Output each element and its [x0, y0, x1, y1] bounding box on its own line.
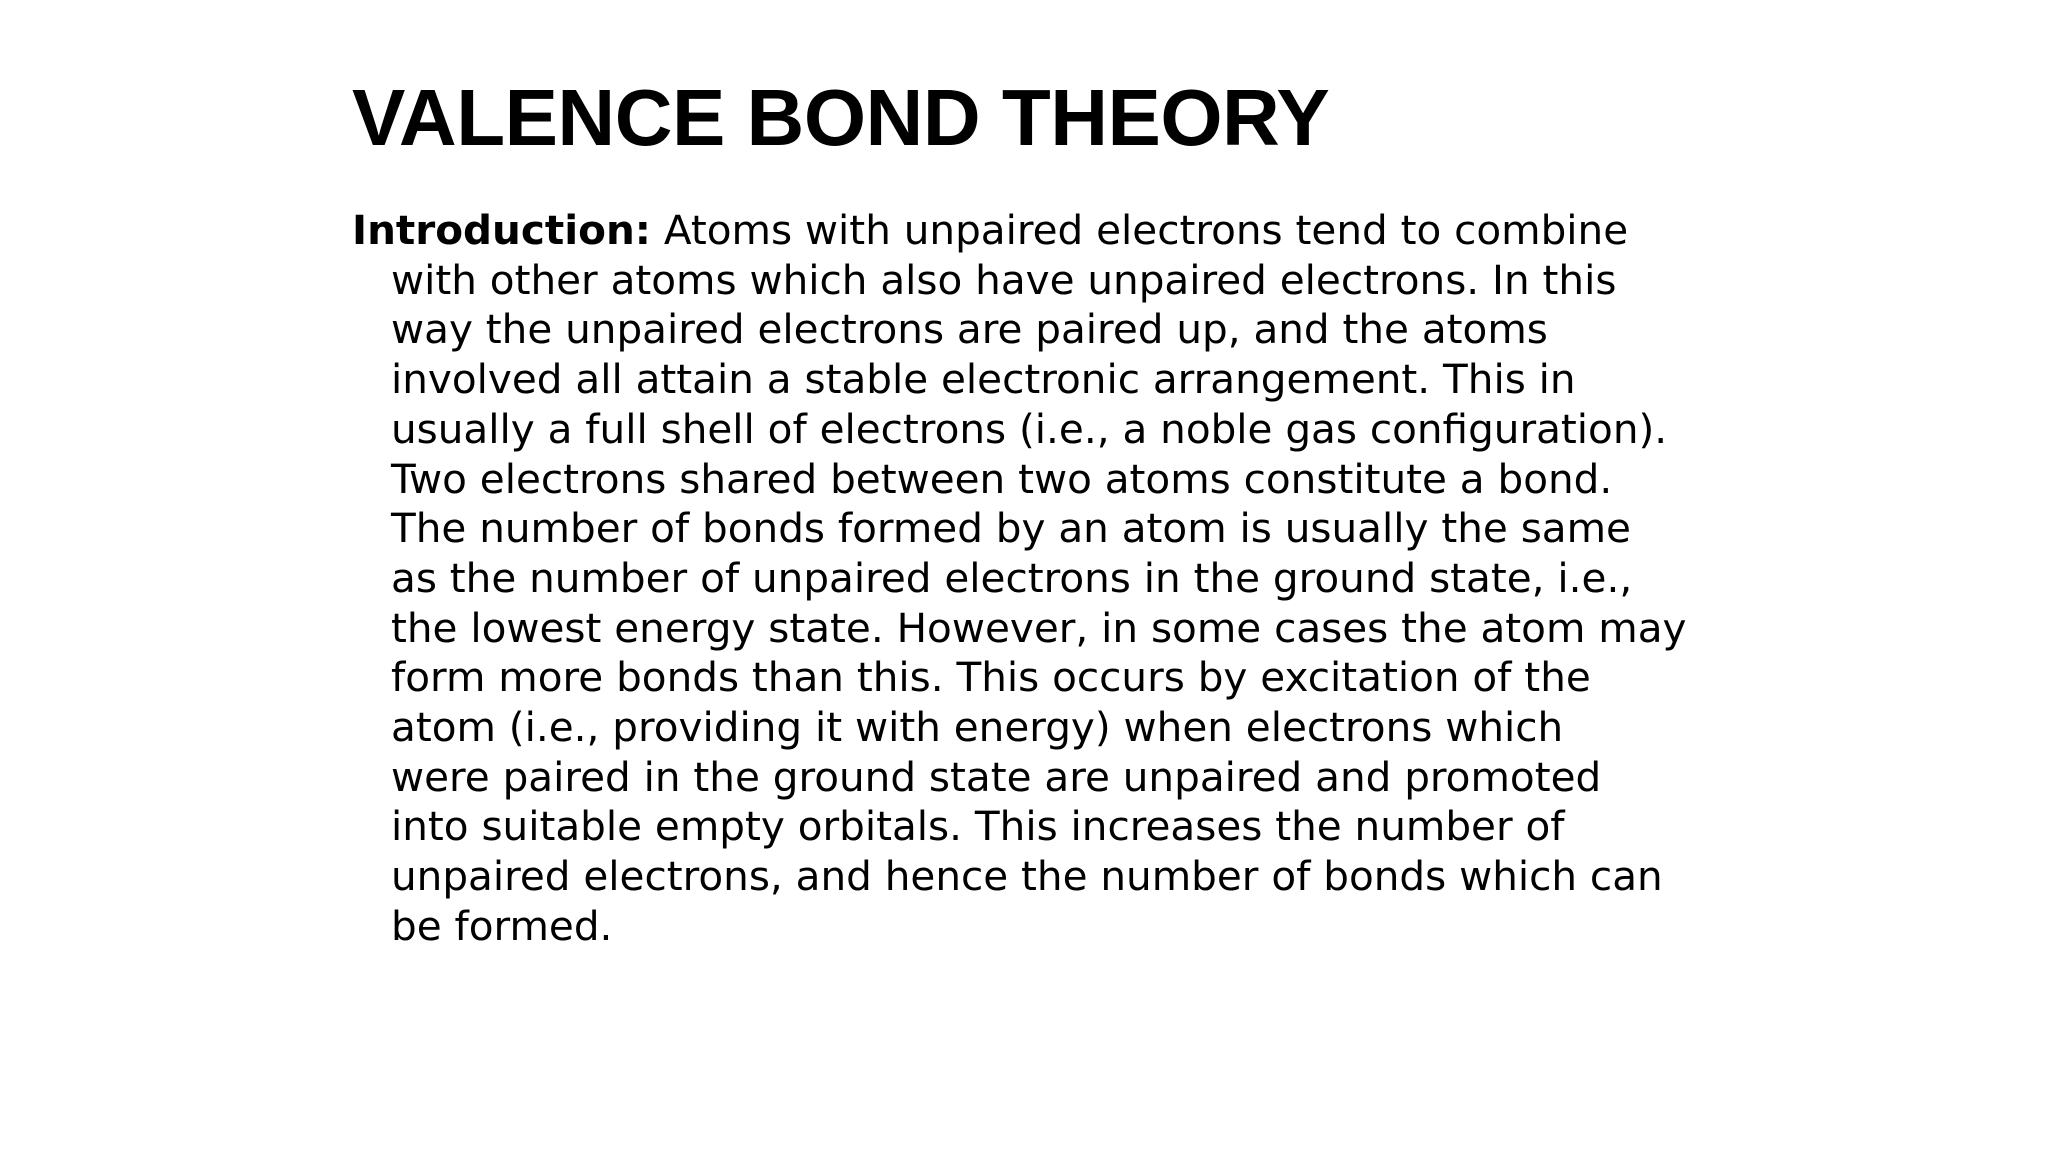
paragraph-line: as the number of unpaired electrons in the ground state, i.e.,	[391, 553, 1633, 602]
paragraph-line: usually a full shell of electrons (i.e., a noble gas configuration).	[391, 404, 1668, 453]
paragraph-line-text: Atoms with unpaired electrons tend to combine	[650, 206, 1629, 254]
paragraph-line: Two electrons shared between two atoms constitute a bond.	[391, 454, 1613, 503]
paragraph-line: into suitable empty orbitals. This increases the number of	[391, 802, 1565, 851]
paragraph-line	[352, 206, 1722, 256]
introduction-label: Introduction:	[352, 206, 651, 254]
paragraph-line: be formed.	[391, 901, 613, 950]
paragraph-line: way the unpaired electrons are paired up, and the atoms	[391, 305, 1548, 354]
paragraph-line: form more bonds than this. This occurs by excitation of the	[391, 653, 1591, 702]
paragraph-line: The number of bonds formed by an atom is usually the same	[391, 504, 1631, 553]
paragraph-line: involved all attain a stable electronic arrangement. This in	[391, 355, 1576, 404]
paragraph-line: with other atoms which also have unpaired electrons. In this	[391, 255, 1617, 304]
introduction-paragraph	[352, 206, 1722, 952]
paragraph-line: atom (i.e., providing it with energy) when electrons which	[391, 703, 1564, 752]
paragraph-line: the lowest energy state. However, in some cases the atom may	[391, 603, 1687, 652]
paragraph-line: were paired in the ground state are unpaired and promoted	[391, 752, 1602, 801]
slide-title: VALENCE BOND THEORY	[352, 73, 1330, 162]
paragraph-line: unpaired electrons, and hence the number of bonds which can	[391, 852, 1663, 901]
